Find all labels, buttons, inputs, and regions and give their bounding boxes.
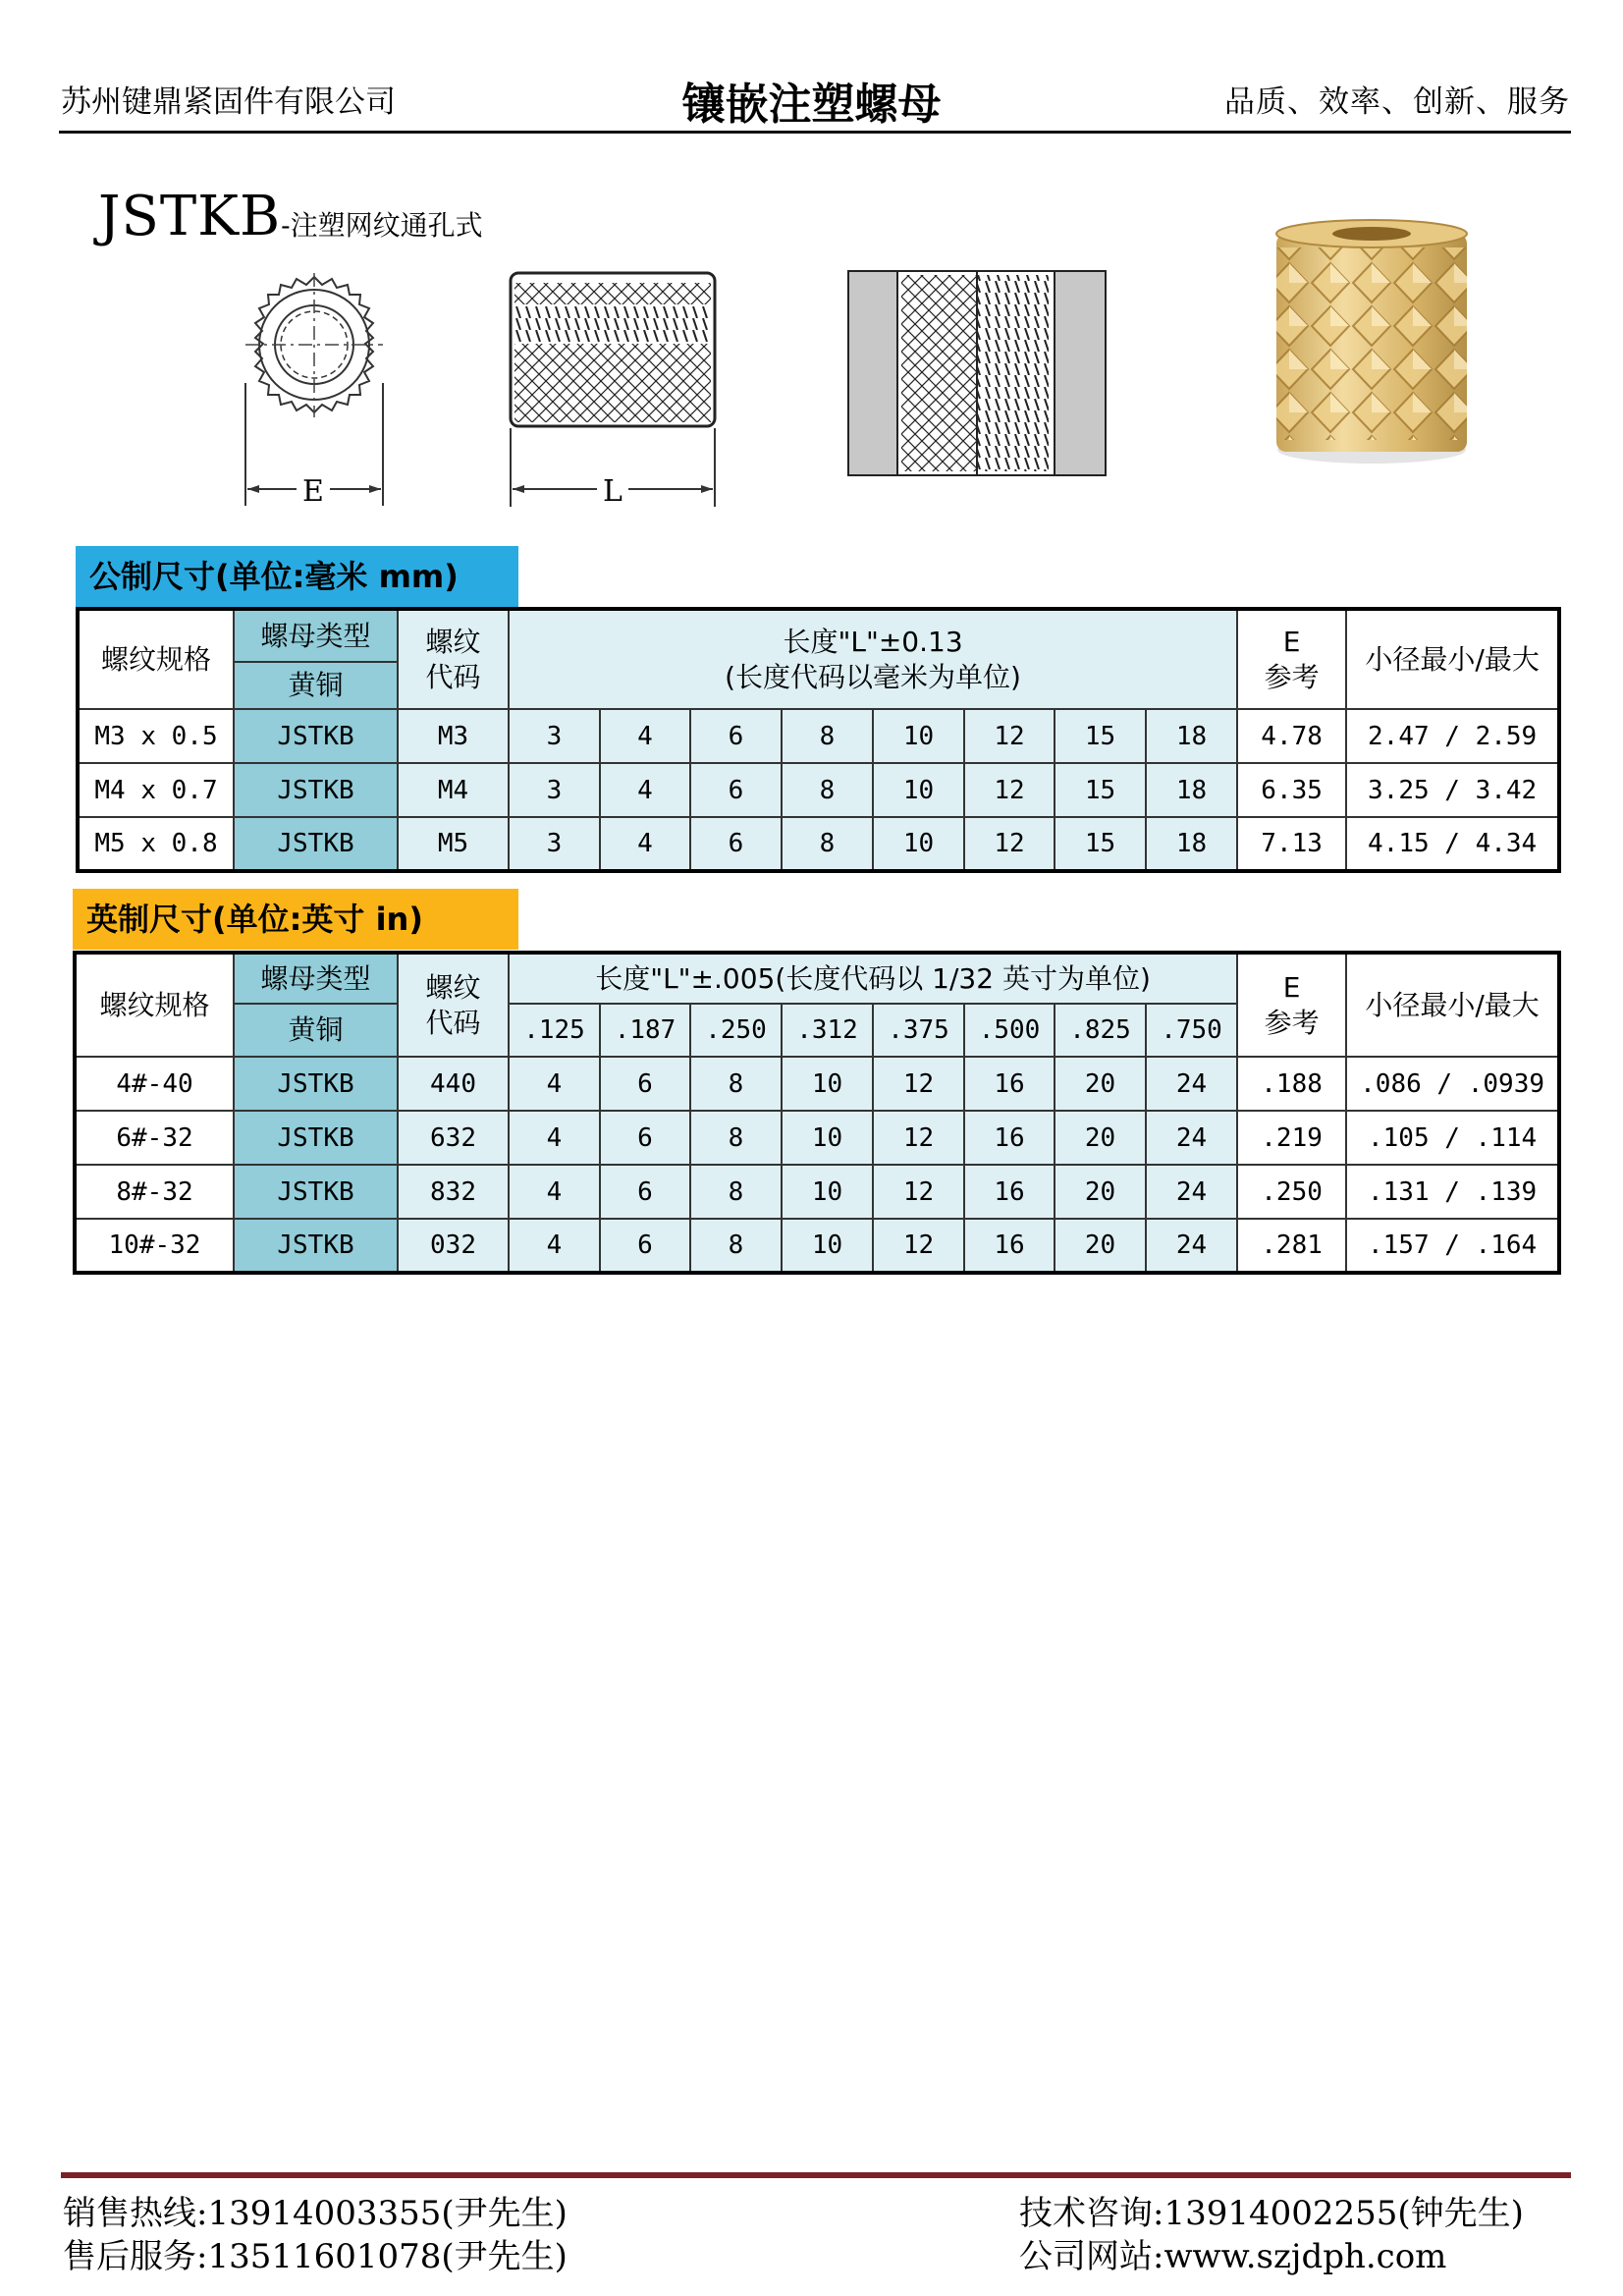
cell-minor: 2.47 / 2.59 (1346, 709, 1559, 763)
th-length-code: .312 (782, 1004, 873, 1057)
header-divider (59, 131, 1571, 134)
cell-length: 6 (690, 763, 782, 817)
cell-length: 20 (1055, 1165, 1146, 1219)
cell-spec: M5 x 0.8 (78, 817, 234, 871)
page-title: 镶嵌注塑螺母 (681, 80, 942, 130)
th-length-code: .750 (1146, 1004, 1237, 1057)
th-length-code: .825 (1055, 1004, 1146, 1057)
cell-length: 3 (509, 709, 600, 763)
cell-length: 10 (782, 1111, 873, 1165)
cell-length: 6 (690, 817, 782, 871)
cell-length: 15 (1055, 763, 1146, 817)
th-nut-type: 螺母类型 (234, 953, 398, 1004)
cell-length: 4 (509, 1111, 600, 1165)
cell-e: .219 (1237, 1111, 1346, 1165)
footer-divider (61, 2172, 1571, 2178)
th-length-code: .250 (690, 1004, 782, 1057)
cell-length: 4 (509, 1219, 600, 1273)
cell-length: 4 (600, 763, 690, 817)
cell-length: 24 (1146, 1111, 1237, 1165)
table-row (75, 1111, 1559, 1165)
table-row (78, 709, 1559, 763)
table-row (78, 763, 1559, 817)
cell-length: 12 (873, 1165, 964, 1219)
th-thread-code: 螺纹 代码 (398, 953, 509, 1057)
cell-length: 16 (964, 1219, 1055, 1273)
cell-length: 18 (1146, 709, 1237, 763)
cell-spec: 4#-40 (75, 1057, 234, 1111)
cell-type: JSTKB (234, 709, 398, 763)
product-description: -注塑网纹通孔式 (281, 209, 483, 242)
cell-e: .250 (1237, 1165, 1346, 1219)
th-length: 长度"L"±0.13 (长度代码以毫米为单位) (509, 609, 1237, 709)
side-view-drawing (505, 271, 721, 512)
th-thread-code: 螺纹 代码 (398, 609, 509, 709)
cell-length: 12 (964, 817, 1055, 871)
table-row (78, 817, 1559, 871)
cell-length: 12 (964, 763, 1055, 817)
after-sales-service: 售后服务:13511601078(尹先生) (63, 2237, 568, 2276)
cell-length: 15 (1055, 817, 1146, 871)
cell-length: 4 (600, 709, 690, 763)
cell-length: 8 (782, 709, 873, 763)
th-e-ref: E 参考 (1237, 953, 1346, 1057)
cell-length: 16 (964, 1111, 1055, 1165)
cell-spec: M3 x 0.5 (78, 709, 234, 763)
tech-consult: 技术咨询:13914002255(钟先生) (1019, 2194, 1524, 2233)
th-e-ref: E 参考 (1237, 609, 1346, 709)
metric-header-row (78, 609, 1559, 662)
cell-minor: .086 / .0939 (1346, 1057, 1559, 1111)
cell-length: 24 (1146, 1219, 1237, 1273)
product-code: JSTKB (98, 185, 282, 248)
cell-minor: 4.15 / 4.34 (1346, 817, 1559, 871)
cell-length: 4 (509, 1165, 600, 1219)
th-material: 黄铜 (234, 1004, 398, 1057)
table-row (75, 1057, 1559, 1111)
cell-length: 8 (690, 1219, 782, 1273)
cell-minor: .131 / .139 (1346, 1165, 1559, 1219)
cell-length: 3 (509, 817, 600, 871)
th-thread-spec: 螺纹规格 (78, 609, 234, 709)
cell-length: 10 (873, 817, 964, 871)
cell-length: 12 (873, 1219, 964, 1273)
cell-e: 4.78 (1237, 709, 1346, 763)
cell-length: 12 (964, 709, 1055, 763)
sales-hotline: 销售热线:13914003355(尹先生) (63, 2194, 568, 2233)
company-name: 苏州键鼎紧固件有限公司 (61, 84, 396, 120)
th-material: 黄铜 (234, 662, 398, 709)
th-nut-type: 螺母类型 (234, 609, 398, 662)
cell-length: 6 (600, 1057, 690, 1111)
cell-length: 8 (690, 1057, 782, 1111)
section-view-drawing (846, 269, 1108, 477)
dim-l-label: L (603, 474, 622, 509)
cell-length: 16 (964, 1165, 1055, 1219)
cell-length: 12 (873, 1057, 964, 1111)
cell-length: 8 (690, 1165, 782, 1219)
metric-table (76, 607, 1561, 873)
table-row (75, 1165, 1559, 1219)
inch-header-row (75, 953, 1559, 1004)
th-length: 长度"L"±.005(长度代码以 1/32 英寸为单位) (509, 953, 1237, 1004)
cell-type: JSTKB (234, 1057, 398, 1111)
th-minor-diameter: 小径最小/最大 (1346, 609, 1559, 709)
cell-spec: 6#-32 (75, 1111, 234, 1165)
cell-code: M4 (398, 763, 509, 817)
metric-section-title: 公制尺寸(单位:毫米 mm) (76, 546, 518, 607)
cell-length: 8 (782, 817, 873, 871)
cell-type: JSTKB (234, 1111, 398, 1165)
cell-length: 8 (782, 763, 873, 817)
inch-table (73, 951, 1561, 1275)
cell-length: 12 (873, 1111, 964, 1165)
cell-length: 15 (1055, 709, 1146, 763)
cell-e: .281 (1237, 1219, 1346, 1273)
product-model (98, 185, 483, 248)
cell-minor: .157 / .164 (1346, 1219, 1559, 1273)
table-row (75, 1219, 1559, 1273)
cell-length: 20 (1055, 1219, 1146, 1273)
cell-length: 10 (782, 1219, 873, 1273)
cell-type: JSTKB (234, 763, 398, 817)
cell-length: 24 (1146, 1057, 1237, 1111)
cell-length: 18 (1146, 763, 1237, 817)
cell-type: JSTKB (234, 817, 398, 871)
cell-length: 20 (1055, 1111, 1146, 1165)
cell-length: 16 (964, 1057, 1055, 1111)
slogan: 品质、效率、创新、服务 (1224, 84, 1570, 120)
dim-e-label: E (302, 474, 324, 509)
cell-e: 7.13 (1237, 817, 1346, 871)
cell-length: 4 (600, 817, 690, 871)
cell-length: 10 (873, 709, 964, 763)
cell-code: M5 (398, 817, 509, 871)
th-length-code: .187 (600, 1004, 690, 1057)
th-minor-diameter: 小径最小/最大 (1346, 953, 1559, 1057)
cell-spec: M4 x 0.7 (78, 763, 234, 817)
cell-length: 10 (782, 1057, 873, 1111)
cell-length: 3 (509, 763, 600, 817)
th-length-code: .375 (873, 1004, 964, 1057)
th-length-code: .125 (509, 1004, 600, 1057)
cell-minor: 3.25 / 3.42 (1346, 763, 1559, 817)
cell-type: JSTKB (234, 1219, 398, 1273)
th-length-code: .500 (964, 1004, 1055, 1057)
cell-type: JSTKB (234, 1165, 398, 1219)
cell-code: M3 (398, 709, 509, 763)
th-thread-spec: 螺纹规格 (75, 953, 234, 1057)
inch-section-title: 英制尺寸(单位:英寸 in) (73, 889, 518, 950)
cell-length: 8 (690, 1111, 782, 1165)
cell-code: 832 (398, 1165, 509, 1219)
cell-length: 10 (873, 763, 964, 817)
cell-code: 032 (398, 1219, 509, 1273)
cell-e: 6.35 (1237, 763, 1346, 817)
cell-spec: 10#-32 (75, 1219, 234, 1273)
end-view-drawing (236, 265, 393, 511)
cell-code: 632 (398, 1111, 509, 1165)
cell-length: 6 (690, 709, 782, 763)
cell-length: 20 (1055, 1057, 1146, 1111)
cell-e: .188 (1237, 1057, 1346, 1111)
cell-length: 6 (600, 1165, 690, 1219)
cell-length: 6 (600, 1219, 690, 1273)
cell-length: 10 (782, 1165, 873, 1219)
cell-spec: 8#-32 (75, 1165, 234, 1219)
cell-length: 6 (600, 1111, 690, 1165)
cell-minor: .105 / .114 (1346, 1111, 1559, 1165)
brass-insert-photo (1269, 218, 1475, 471)
cell-length: 4 (509, 1057, 600, 1111)
cell-length: 24 (1146, 1165, 1237, 1219)
cell-length: 18 (1146, 817, 1237, 871)
cell-code: 440 (398, 1057, 509, 1111)
website-link[interactable]: 公司网站:www.szjdph.com (1019, 2237, 1447, 2276)
